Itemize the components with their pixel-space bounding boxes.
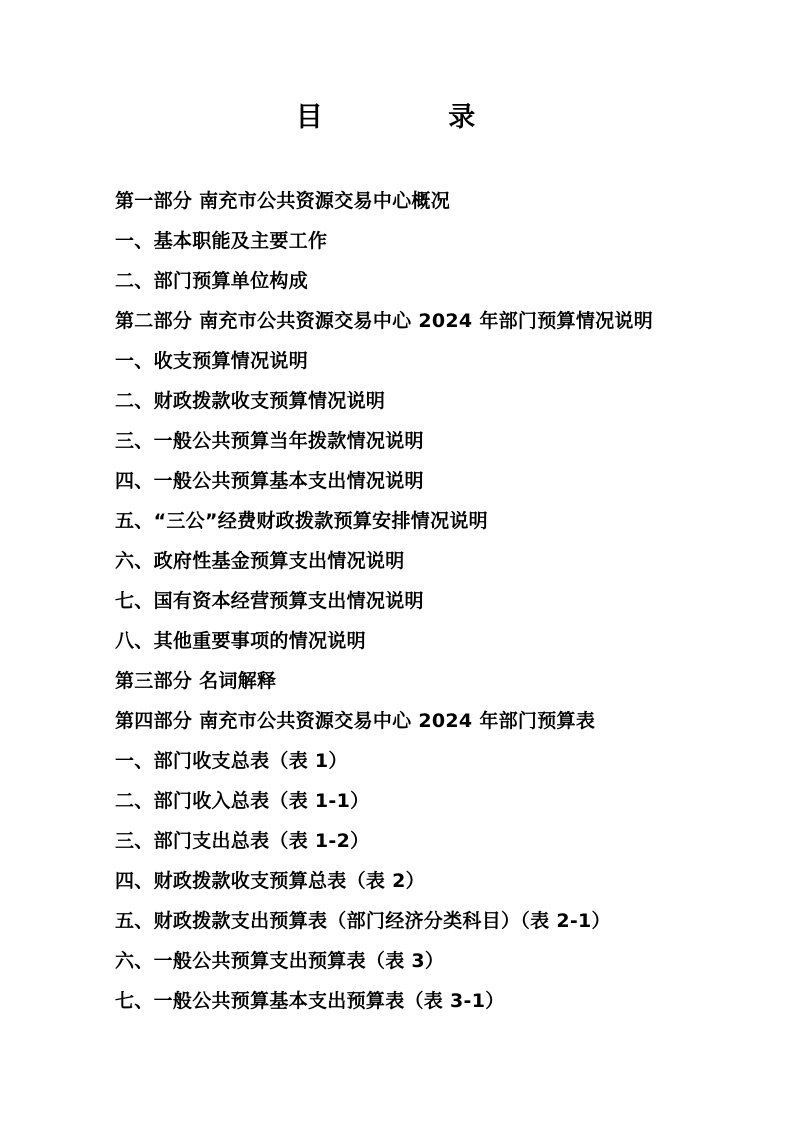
toc-entry[interactable]: 七、国有资本经营预算支出情况说明: [115, 590, 424, 612]
toc-entry-part-1[interactable]: 第一部分 南充市公共资源交易中心概况: [115, 190, 451, 212]
toc-entry[interactable]: 七、一般公共预算基本支出预算表（表 3-1）: [115, 990, 505, 1012]
toc-entry[interactable]: 一、基本职能及主要工作: [115, 230, 328, 252]
toc-entry-part-2[interactable]: 第二部分 南充市公共资源交易中心 2024 年部门预算情况说明: [115, 310, 654, 332]
toc-entry[interactable]: 五、财政拨款支出预算表（部门经济分类科目）（表 2-1）: [115, 910, 611, 932]
toc-title: 目 录: [295, 102, 534, 133]
toc-entry[interactable]: 三、部门支出总表（表 1-2）: [115, 830, 370, 852]
toc-list: [115, 181, 755, 1021]
toc-entry[interactable]: 一、部门收支总表（表 1）: [115, 750, 348, 772]
toc-entry[interactable]: 二、财政拨款收支预算情况说明: [115, 390, 386, 412]
toc-entry[interactable]: 一、收支预算情况说明: [115, 350, 309, 372]
toc-entry[interactable]: 四、财政拨款收支预算总表（表 2）: [115, 870, 425, 892]
toc-entry[interactable]: 六、一般公共预算支出预算表（表 3）: [115, 950, 445, 972]
toc-entry[interactable]: 二、部门收入总表（表 1-1）: [115, 790, 370, 812]
toc-entry[interactable]: 三、一般公共预算当年拨款情况说明: [115, 430, 424, 452]
toc-entry-part-4[interactable]: 第四部分 南充市公共资源交易中心 2024 年部门预算表: [115, 710, 596, 732]
toc-entry[interactable]: 五、“三公”经费财政拨款预算安排情况说明: [115, 510, 488, 532]
toc-entry[interactable]: 八、其他重要事项的情况说明: [115, 630, 366, 652]
toc-entry[interactable]: 二、部门预算单位构成: [115, 270, 309, 292]
toc-entry-part-3[interactable]: 第三部分 名词解释: [115, 670, 277, 692]
toc-entry[interactable]: 四、一般公共预算基本支出情况说明: [115, 470, 424, 492]
toc-entry[interactable]: 六、政府性基金预算支出情况说明: [115, 550, 405, 572]
